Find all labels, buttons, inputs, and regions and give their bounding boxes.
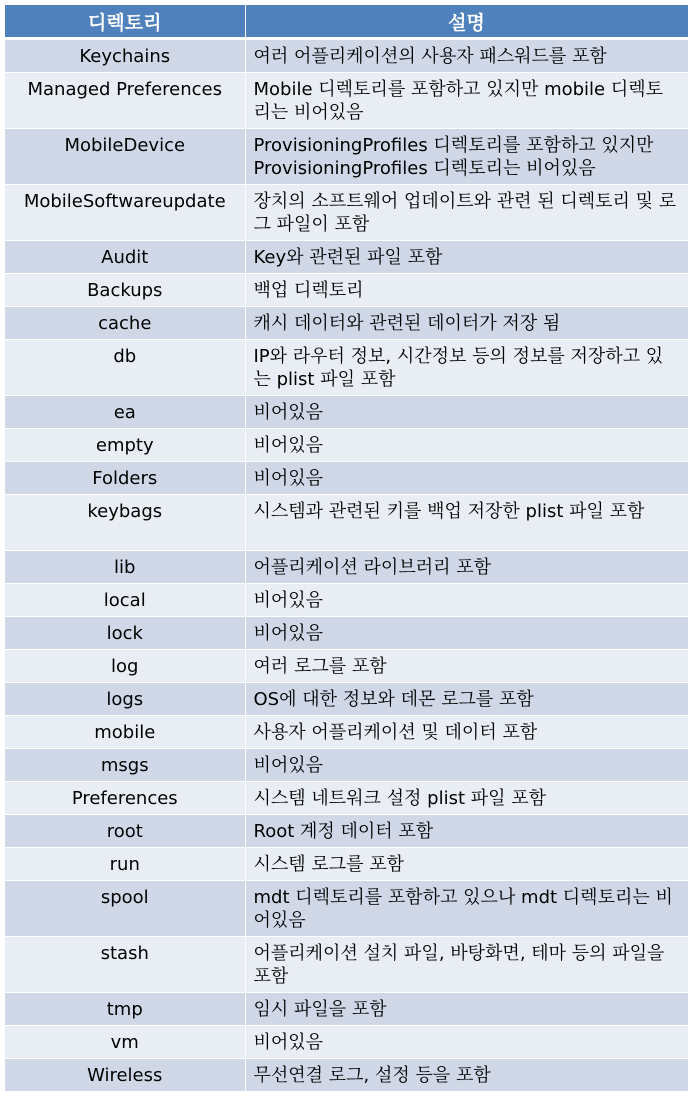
directory-description: mdt 디렉토리를 포함하고 있으나 mdt 디렉토리는 비어있음 — [245, 881, 688, 937]
directory-name: cache — [5, 307, 245, 340]
table-row — [5, 1059, 688, 1092]
directory-description: 여러 어플리케이션의 사용자 패스워드를 포함 — [245, 39, 688, 73]
directory-description: OS에 대한 정보와 데몬 로그를 포함 — [245, 683, 688, 716]
directory-name: MobileSoftwareupdate — [5, 185, 245, 241]
directory-name: MobileDevice — [5, 129, 245, 185]
table-row — [5, 495, 688, 551]
table-row — [5, 129, 688, 185]
directory-name: Audit — [5, 241, 245, 274]
directory-name: Keychains — [5, 39, 245, 73]
table-row — [5, 462, 688, 495]
header-description: 설명 — [245, 5, 688, 39]
directory-description: 비어있음 — [245, 749, 688, 782]
table-row — [5, 340, 688, 396]
directory-name: run — [5, 848, 245, 881]
directory-description: 비어있음 — [245, 617, 688, 650]
table-row — [5, 617, 688, 650]
table-row — [5, 937, 688, 993]
table-row — [5, 683, 688, 716]
table-row — [5, 274, 688, 307]
directory-name: local — [5, 584, 245, 617]
table-row — [5, 396, 688, 429]
table-row — [5, 993, 688, 1026]
directory-name: msgs — [5, 749, 245, 782]
directory-description: Mobile 디렉토리를 포함하고 있지만 mobile 디렉토리는 비어있음 — [245, 73, 688, 129]
directory-name: db — [5, 340, 245, 396]
directory-description: 어플리케이션 설치 파일, 바탕화면, 테마 등의 파일을 포함 — [245, 937, 688, 993]
directory-name: stash — [5, 937, 245, 993]
directory-description: 백업 디렉토리 — [245, 274, 688, 307]
directory-name: root — [5, 815, 245, 848]
directory-description: 비어있음 — [245, 396, 688, 429]
directory-name: tmp — [5, 993, 245, 1026]
directory-name: spool — [5, 881, 245, 937]
directory-description: 시스템 로그를 포함 — [245, 848, 688, 881]
directory-table — [5, 5, 689, 1092]
table-row — [5, 881, 688, 937]
directory-name: logs — [5, 683, 245, 716]
header-directory: 디렉토리 — [5, 5, 245, 39]
table-row — [5, 848, 688, 881]
table-row — [5, 73, 688, 129]
directory-description: IP와 라우터 정보, 시간정보 등의 정보를 저장하고 있는 plist 파일 포함 — [245, 340, 688, 396]
table-row — [5, 749, 688, 782]
directory-name: Preferences — [5, 782, 245, 815]
directory-name: Backups — [5, 274, 245, 307]
directory-name: log — [5, 650, 245, 683]
directory-table-container — [5, 5, 688, 1092]
table-row — [5, 307, 688, 340]
directory-description: 임시 파일을 포함 — [245, 993, 688, 1026]
directory-name: empty — [5, 429, 245, 462]
directory-name: Folders — [5, 462, 245, 495]
table-row — [5, 815, 688, 848]
directory-name: keybags — [5, 495, 245, 551]
directory-name: lib — [5, 551, 245, 584]
directory-description: Root 계정 데이터 포함 — [245, 815, 688, 848]
directory-description: 여러 로그를 포함 — [245, 650, 688, 683]
directory-description: 비어있음 — [245, 429, 688, 462]
directory-description: Key와 관련된 파일 포함 — [245, 241, 688, 274]
directory-description: ProvisioningProfiles 디렉토리를 포함하고 있지만 ProvisioningProfiles 디렉토리는 비어있음 — [245, 129, 688, 185]
directory-description: 무선연결 로그, 설정 등을 포함 — [245, 1059, 688, 1092]
directory-description: 비어있음 — [245, 462, 688, 495]
table-row — [5, 650, 688, 683]
directory-description: 시스템 네트워크 설정 plist 파일 포함 — [245, 782, 688, 815]
table-row — [5, 584, 688, 617]
directory-name: ea — [5, 396, 245, 429]
directory-description: 장치의 소프트웨어 업데이트와 관련 된 디렉토리 및 로그 파일이 포함 — [245, 185, 688, 241]
table-row — [5, 241, 688, 274]
table-row — [5, 716, 688, 749]
directory-name: Managed Preferences — [5, 73, 245, 129]
table-row — [5, 185, 688, 241]
directory-description: 사용자 어플리케이션 및 데이터 포함 — [245, 716, 688, 749]
directory-description: 비어있음 — [245, 584, 688, 617]
directory-name: vm — [5, 1026, 245, 1059]
directory-name: Wireless — [5, 1059, 245, 1092]
table-row — [5, 39, 688, 73]
directory-description: 시스템과 관련된 키를 백업 저장한 plist 파일 포함 — [245, 495, 688, 551]
table-row — [5, 782, 688, 815]
directory-name: lock — [5, 617, 245, 650]
table-row — [5, 429, 688, 462]
directory-description: 캐시 데이터와 관련된 데이터가 저장 됨 — [245, 307, 688, 340]
directory-name: mobile — [5, 716, 245, 749]
table-row — [5, 1026, 688, 1059]
directory-description: 어플리케이션 라이브러리 포함 — [245, 551, 688, 584]
table-header-row — [5, 5, 688, 39]
table-row — [5, 551, 688, 584]
directory-description: 비어있음 — [245, 1026, 688, 1059]
